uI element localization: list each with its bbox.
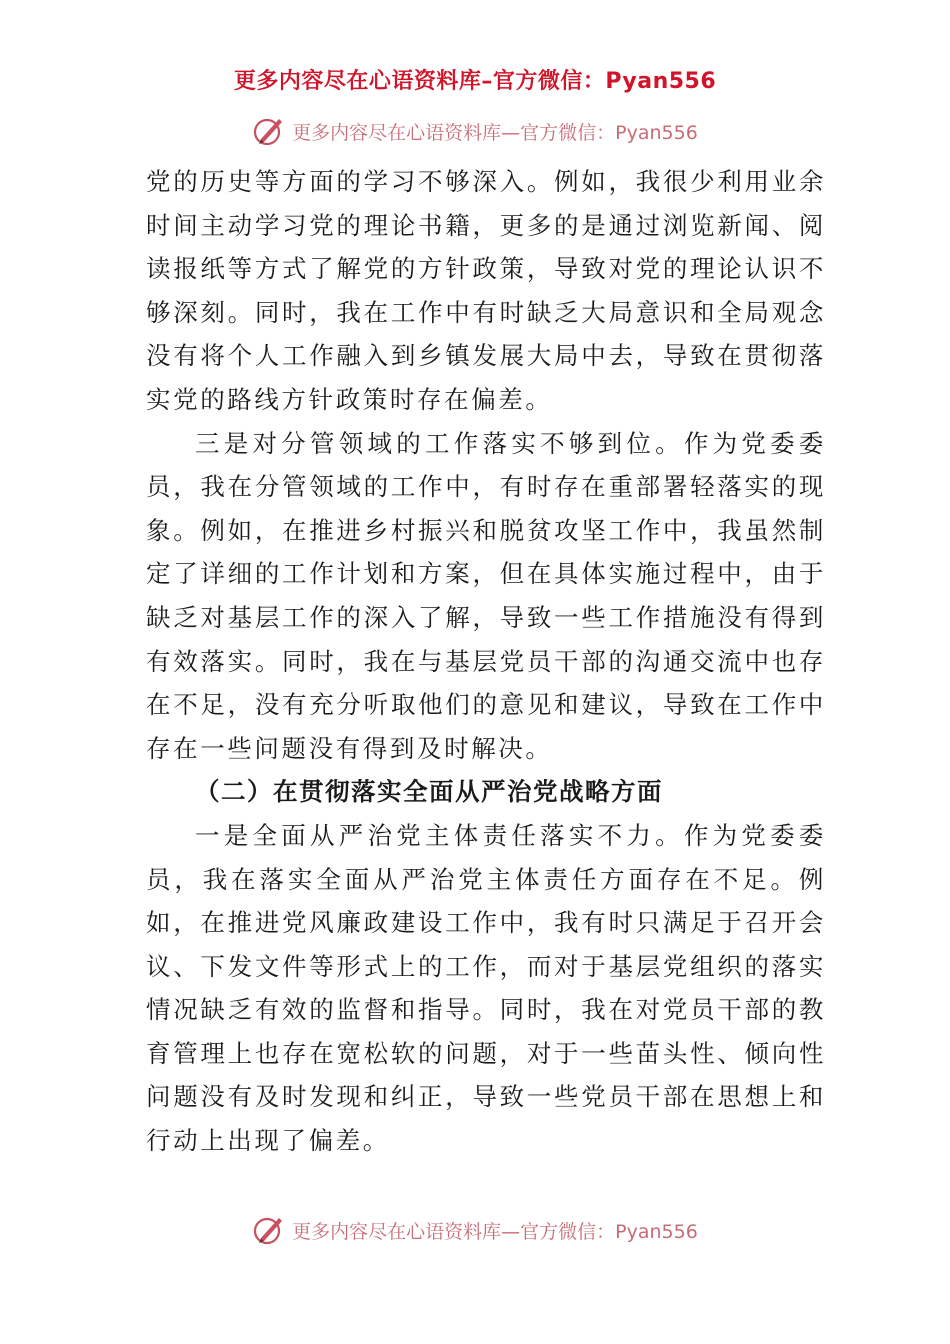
header-watermark-text: 更多内容尽在心语资料库—官方微信：Pyan556 xyxy=(292,121,698,144)
paragraph-continued: 党的历史等方面的学习不够深入。例如，我很少利用业余时间主动学习党的理论书籍，更多的是通过浏览新闻、阅读报纸等方式了解党的方针政策，导致对党的理论认识不够深刻。同时，我在工作中有时缺乏大局意识和全局观念没有将个人工作融入到乡镇发展大局中去，导致在贯彻落实党的路线方针政策时存在偏差。 xyxy=(146,167,826,414)
paragraph-item-1: 一是全面从严治党主体责任落实不力。作为党委委员，我在落实全面从严治党主体责任方面存在不足。例如，在推进党风廉政建设工作中，我有时只满足于召开会议、下发文件等形式上的工作，而对于基层党组织的落实情况缺乏有效的监督和指导。同时，我在对党员干部的教育管理上也存在宽松软的问题，对于一些苗头性、倾向性问题没有及时发现和纠正，导致一些党员干部在思想上和行动上出现了偏差。 xyxy=(146,820,826,1156)
top-banner: 更多内容尽在心语资料库–官方微信：Pyan556 xyxy=(233,69,717,94)
header-watermark xyxy=(0,114,950,148)
footer-watermark-text: 更多内容尽在心语资料库—官方微信：Pyan556 xyxy=(292,1220,698,1243)
pen-logo-icon xyxy=(252,114,286,148)
paragraph-item-3: 三是对分管领域的工作落实不够到位。作为党委委员，我在分管领域的工作中，有时存在重部署轻落实的现象。例如，在推进乡村振兴和脱贫攻坚工作中，我虽然制定了详细的工作计划和方案，但在具体实施过程中，由于缺乏对基层工作的深入了解，导致一些工作措施没有得到有效落实。同时，我在与基层党员干部的沟通交流中也存在不足，没有充分听取他们的意见和建议，导致在工作中存在一些问题没有得到及时解决。 xyxy=(146,428,826,763)
section-heading: （二）在贯彻落实全面从严治党战略方面 xyxy=(195,777,663,807)
footer-watermark xyxy=(0,1213,950,1247)
pen-logo-icon xyxy=(252,1213,286,1247)
document-body xyxy=(146,160,826,1163)
